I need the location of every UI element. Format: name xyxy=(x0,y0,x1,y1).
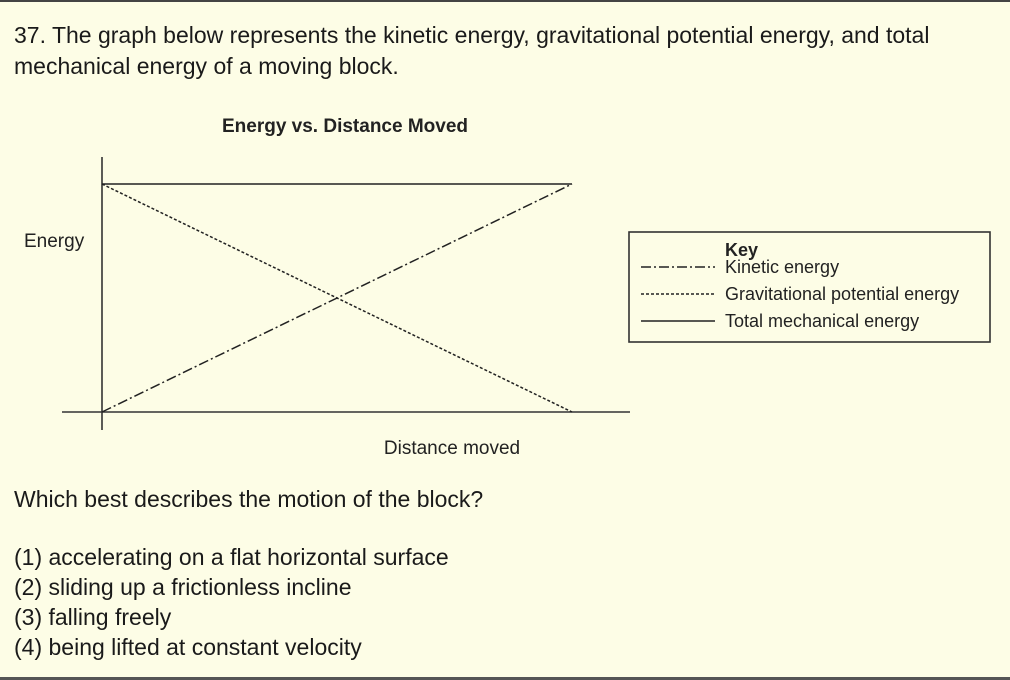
answer-choice-1[interactable]: (1) accelerating on a flat horizontal surface xyxy=(14,544,449,570)
legend-label-kinetic-energy: Kinetic energy xyxy=(725,257,840,277)
x-axis-label: Distance moved xyxy=(383,438,521,459)
energy-chart xyxy=(0,102,1010,472)
answer-choice-4[interactable]: (4) being lifted at constant velocity xyxy=(14,634,362,660)
answer-choice-3[interactable]: (3) falling freely xyxy=(14,604,172,630)
chart-title: Energy vs. Distance Moved xyxy=(221,116,469,137)
question-prompt: Which best describes the motion of the block? xyxy=(14,486,484,512)
series-lines xyxy=(102,184,572,412)
y-axis-label: Energy xyxy=(24,231,85,252)
legend xyxy=(629,232,990,342)
question-text: 37. The graph below represents the kinetic energy, gravitational potential energy, and total mechanical energy of a moving block. xyxy=(14,22,930,79)
answer-choices xyxy=(14,542,449,662)
legend-label-gravitational-potential-energy: Gravitational potential energy xyxy=(725,284,960,304)
answer-choice-2[interactable]: (2) sliding up a frictionless incline xyxy=(14,574,352,600)
legend-label-total-mechanical-energy: Total mechanical energy xyxy=(725,311,920,331)
legend-entries xyxy=(641,257,959,331)
legend-title: Key xyxy=(725,240,759,260)
